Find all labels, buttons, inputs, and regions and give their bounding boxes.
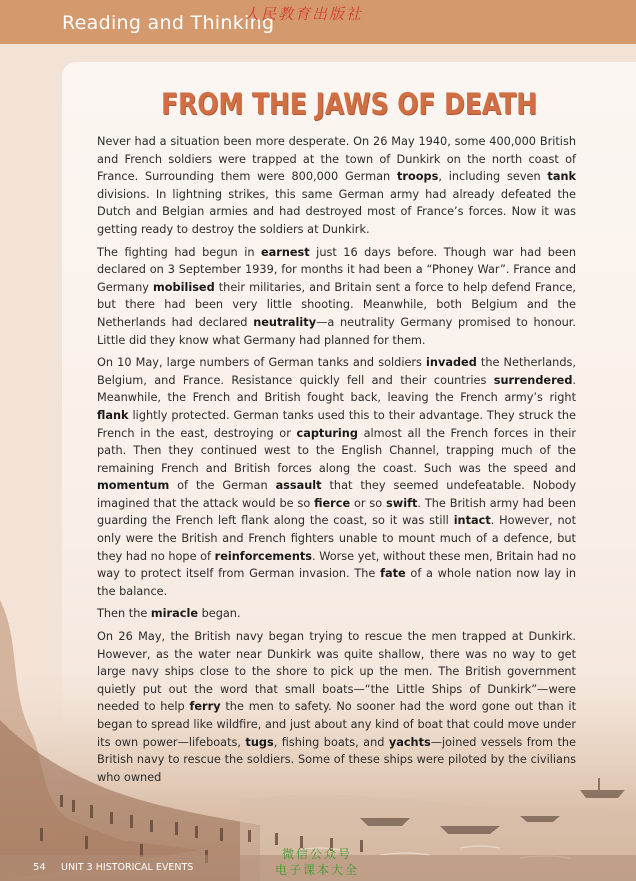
paragraph-text: lightly protected. German tanks used this to their advantage. They struck the French in the east, destroying or — [97, 408, 576, 440]
article-paragraph — [97, 244, 576, 350]
vocabulary-word: fate — [380, 567, 406, 581]
article-paragraph — [97, 628, 576, 786]
paragraph-text: —joined vessels from the British navy to rescue the soldiers. Some of these ships were piloted by the civilians who owned — [97, 735, 577, 784]
paragraph-text: . However, not only were the British and French fighters unable to mount much of a defence, but they had no hope of — [97, 514, 577, 563]
paragraph-text: On 26 May, the British navy began trying to rescue the men trapped at Dunkirk. However, as the water near Dunkirk was quite shallow, there was no way to get large navy ships close to the shore to pick up the men. The British government quietly put out the word that small boats—“the Little Ships of Dunkirk”—were needed to help — [97, 630, 576, 714]
vocabulary-word: earnest — [261, 245, 310, 259]
vocabulary-word: tank — [547, 170, 577, 184]
paragraph-text: the Netherlands, Belgium, and France. Resistance quickly fell and their countries — [97, 356, 576, 387]
article-title: FROM THE JAWS OF DEATH — [160, 87, 538, 121]
unit-label: UNIT 3 HISTORICAL EVENTS — [61, 862, 194, 873]
paragraph-text: their militaries, and Britain sent a force to help defend France, but there had been very little shooting. Meanwhile, both Belgium and the Netherlands had declared — [97, 280, 576, 329]
section-title: Reading and Thinking — [62, 12, 275, 34]
vocabulary-word: momentum — [97, 479, 170, 493]
article-paragraph — [97, 605, 576, 623]
watermark — [262, 846, 372, 878]
paragraph-text: of the German — [169, 479, 276, 493]
vocabulary-word: intact — [453, 514, 491, 528]
paragraph-text: On 10 May, large numbers of German tanks and soldiers — [97, 356, 427, 370]
vocabulary-word: fierce — [314, 496, 351, 510]
vocabulary-word: flank — [97, 408, 129, 422]
paragraph-text: —a neutrality Germany promised to honour. Little did they know what Germany had planned for them. — [97, 315, 576, 347]
article-paragraph — [97, 133, 576, 239]
vocabulary-word: yachts — [388, 735, 431, 749]
vocabulary-word: swift — [386, 496, 418, 510]
watermark-line-1: 微信公众号 — [281, 847, 352, 861]
publisher-logo: 人民教育出版社 — [244, 5, 364, 23]
paragraph-text: that they seemed undefeatable. Nobody imagined that the attack would be so — [97, 479, 577, 510]
paragraph-text: The fighting had begun in — [97, 245, 261, 259]
vocabulary-word: tugs — [245, 735, 274, 749]
paragraph-text: the men to safety. No sooner had the word gone out than it began to spread like wildfire, and just about any kind of boat that could move under its own power—lifeboats, — [97, 700, 576, 749]
article-body — [97, 133, 576, 791]
vocabulary-word: mobilised — [152, 280, 215, 294]
vocabulary-word: ferry — [189, 700, 221, 714]
paragraph-text: divisions. In lightning strikes, this same German army had already defeated the Dutch and Belgian armies and had destroyed most of France’s forces. Now it was getting ready to destroy the soldiers at Dunkirk. — [97, 187, 576, 236]
paragraph-text: of a whole nation now lay in the balance. — [97, 567, 576, 598]
paragraph-text: . The British army had been guarding the French left flank along the coast, so it was still — [97, 496, 576, 528]
article-paragraph — [97, 354, 576, 600]
paragraph-text: , fishing boats, and — [273, 735, 389, 749]
vocabulary-word: neutrality — [253, 315, 317, 329]
paragraph-text: almost all the French forces in their path. Then they continued west to the English Channel, trapping much of the remaining French and British forces along the coast. Such was the speed and — [97, 426, 576, 475]
vocabulary-word: capturing — [296, 426, 358, 440]
paragraph-text: , including seven — [438, 170, 548, 184]
paragraph-text: . Meanwhile, the French and British fought back, leaving the French army’s right — [97, 373, 576, 405]
vocabulary-word: invaded — [426, 356, 477, 370]
vocabulary-word: miracle — [150, 607, 198, 621]
paragraph-text: began. — [197, 607, 241, 621]
paragraph-text: . Worse yet, without these men, Britain had no way to protect itself from German invasion. The — [97, 549, 576, 581]
page-number: 54 — [33, 862, 46, 873]
watermark-line-2: 电子课本大全 — [274, 863, 359, 877]
paragraph-text: or so — [350, 496, 387, 510]
vocabulary-word: troops — [397, 170, 439, 184]
paragraph-text: just 16 days before. Though war had been declared on 3 September 1939, for months it had been a “Phoney War”. France and Germany — [97, 245, 576, 294]
vocabulary-word: surrendered — [493, 373, 573, 387]
vocabulary-word: assault — [275, 479, 322, 493]
vocabulary-word: reinforcements — [214, 549, 312, 563]
paragraph-text: Never had a situation been more desperate. On 26 May 1940, some 400,000 British and French soldiers were trapped at the town of Dunkirk on the north coast of France. Surrounding them were 800,000 German — [97, 135, 576, 184]
paragraph-text: Then the — [97, 607, 151, 621]
